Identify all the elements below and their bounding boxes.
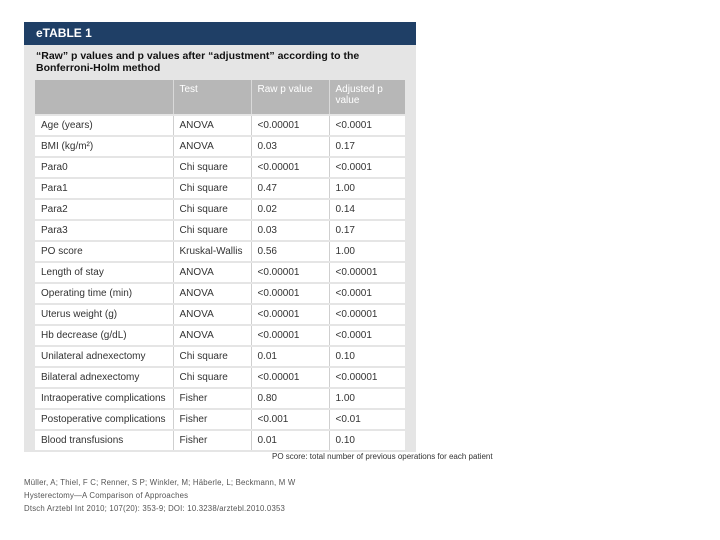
table-cell: 0.03: [251, 220, 329, 241]
table-cell: 0.10: [329, 430, 405, 450]
table-cell: <0.00001: [251, 304, 329, 325]
table-title: “Raw” p values and p values after “adjustment” according to the Bonferroni-Holm method: [36, 50, 360, 74]
table-cell: 0.14: [329, 199, 405, 220]
table-cell: Para0: [35, 157, 173, 178]
column-header: Raw p value: [251, 80, 329, 115]
results-table: [35, 80, 405, 450]
table-row: [35, 262, 405, 283]
table-cell: Chi square: [173, 178, 251, 199]
table-cell: <0.00001: [251, 367, 329, 388]
table-row: [35, 430, 405, 450]
table-cell: Uterus weight (g): [35, 304, 173, 325]
table-cell: 0.01: [251, 430, 329, 450]
column-header: Test: [173, 80, 251, 115]
table-cell: 1.00: [329, 388, 405, 409]
table-cell: <0.00001: [251, 115, 329, 136]
table-cell: Chi square: [173, 157, 251, 178]
table-cell: 1.00: [329, 241, 405, 262]
column-header: Adjusted p value: [329, 80, 405, 115]
table-cell: 0.17: [329, 220, 405, 241]
citation-authors: Müller, A; Thiel, F C; Renner, S P; Winkler, M; Häberle, L; Beckmann, M W: [24, 478, 296, 487]
table-cell: <0.0001: [329, 283, 405, 304]
table-row: [35, 178, 405, 199]
citation-article: Hysterectomy—A Comparison of Approaches: [24, 491, 189, 500]
table-cell: Kruskal-Wallis: [173, 241, 251, 262]
table-cell: <0.0001: [329, 115, 405, 136]
table-row: [35, 136, 405, 157]
table-row: [35, 115, 405, 136]
table-cell: <0.01: [329, 409, 405, 430]
table-cell: <0.0001: [329, 157, 405, 178]
table-cell: Operating time (min): [35, 283, 173, 304]
table-cell: <0.00001: [251, 157, 329, 178]
table-cell: <0.00001: [329, 367, 405, 388]
table-body: [35, 115, 405, 450]
table-footnote: PO score: total number of previous operations for each patient: [272, 452, 493, 461]
table-cell: Chi square: [173, 199, 251, 220]
table-row: [35, 367, 405, 388]
table-row: [35, 346, 405, 367]
table-cell: <0.00001: [251, 325, 329, 346]
etable-label: eTABLE 1: [24, 22, 416, 45]
table-row: [35, 304, 405, 325]
table-cell: 0.02: [251, 199, 329, 220]
table-row: [35, 409, 405, 430]
table-cell: <0.0001: [329, 325, 405, 346]
table-cell: Intraoperative complications: [35, 388, 173, 409]
citation: [24, 476, 295, 515]
table-cell: <0.00001: [251, 262, 329, 283]
table-cell: <0.001: [251, 409, 329, 430]
table-cell: Length of stay: [35, 262, 173, 283]
table-cell: 0.03: [251, 136, 329, 157]
table-header-row: [35, 80, 405, 115]
table-row: [35, 199, 405, 220]
table-cell: Postoperative complications: [35, 409, 173, 430]
table-cell: <0.00001: [251, 283, 329, 304]
table-cell: Chi square: [173, 367, 251, 388]
table-cell: <0.00001: [329, 304, 405, 325]
table-cell: ANOVA: [173, 304, 251, 325]
table-cell: PO score: [35, 241, 173, 262]
table-cell: Chi square: [173, 220, 251, 241]
table-cell: 0.80: [251, 388, 329, 409]
citation-source: Dtsch Arztebl Int 2010; 107(20): 353-9; DOI: 10.3238/arztebl.2010.0353: [24, 504, 286, 513]
table-row: [35, 325, 405, 346]
table-cell: Bilateral adnexectomy: [35, 367, 173, 388]
table-cell: Para1: [35, 178, 173, 199]
table-cell: Hb decrease (g/dL): [35, 325, 173, 346]
table-cell: ANOVA: [173, 283, 251, 304]
table-cell: 0.47: [251, 178, 329, 199]
table-cell: <0.00001: [329, 262, 405, 283]
table-cell: ANOVA: [173, 262, 251, 283]
table-cell: 0.17: [329, 136, 405, 157]
table-row: [35, 241, 405, 262]
table-cell: 1.00: [329, 178, 405, 199]
table-row: [35, 283, 405, 304]
table-cell: 0.56: [251, 241, 329, 262]
table-cell: Para3: [35, 220, 173, 241]
table-cell: Fisher: [173, 430, 251, 450]
table-cell: ANOVA: [173, 136, 251, 157]
table-row: [35, 220, 405, 241]
table-cell: Blood transfusions: [35, 430, 173, 450]
table-cell: 0.10: [329, 346, 405, 367]
table-cell: Fisher: [173, 409, 251, 430]
table-cell: 0.01: [251, 346, 329, 367]
table-cell: Age (years): [35, 115, 173, 136]
table-cell: Unilateral adnexectomy: [35, 346, 173, 367]
table-cell: Fisher: [173, 388, 251, 409]
table-cell: BMI (kg/m²): [35, 136, 173, 157]
etable-card: [24, 22, 416, 452]
table-cell: Para2: [35, 199, 173, 220]
table-cell: ANOVA: [173, 325, 251, 346]
table-row: [35, 157, 405, 178]
column-header: [35, 80, 173, 115]
table-row: [35, 388, 405, 409]
table-cell: ANOVA: [173, 115, 251, 136]
table-cell: Chi square: [173, 346, 251, 367]
